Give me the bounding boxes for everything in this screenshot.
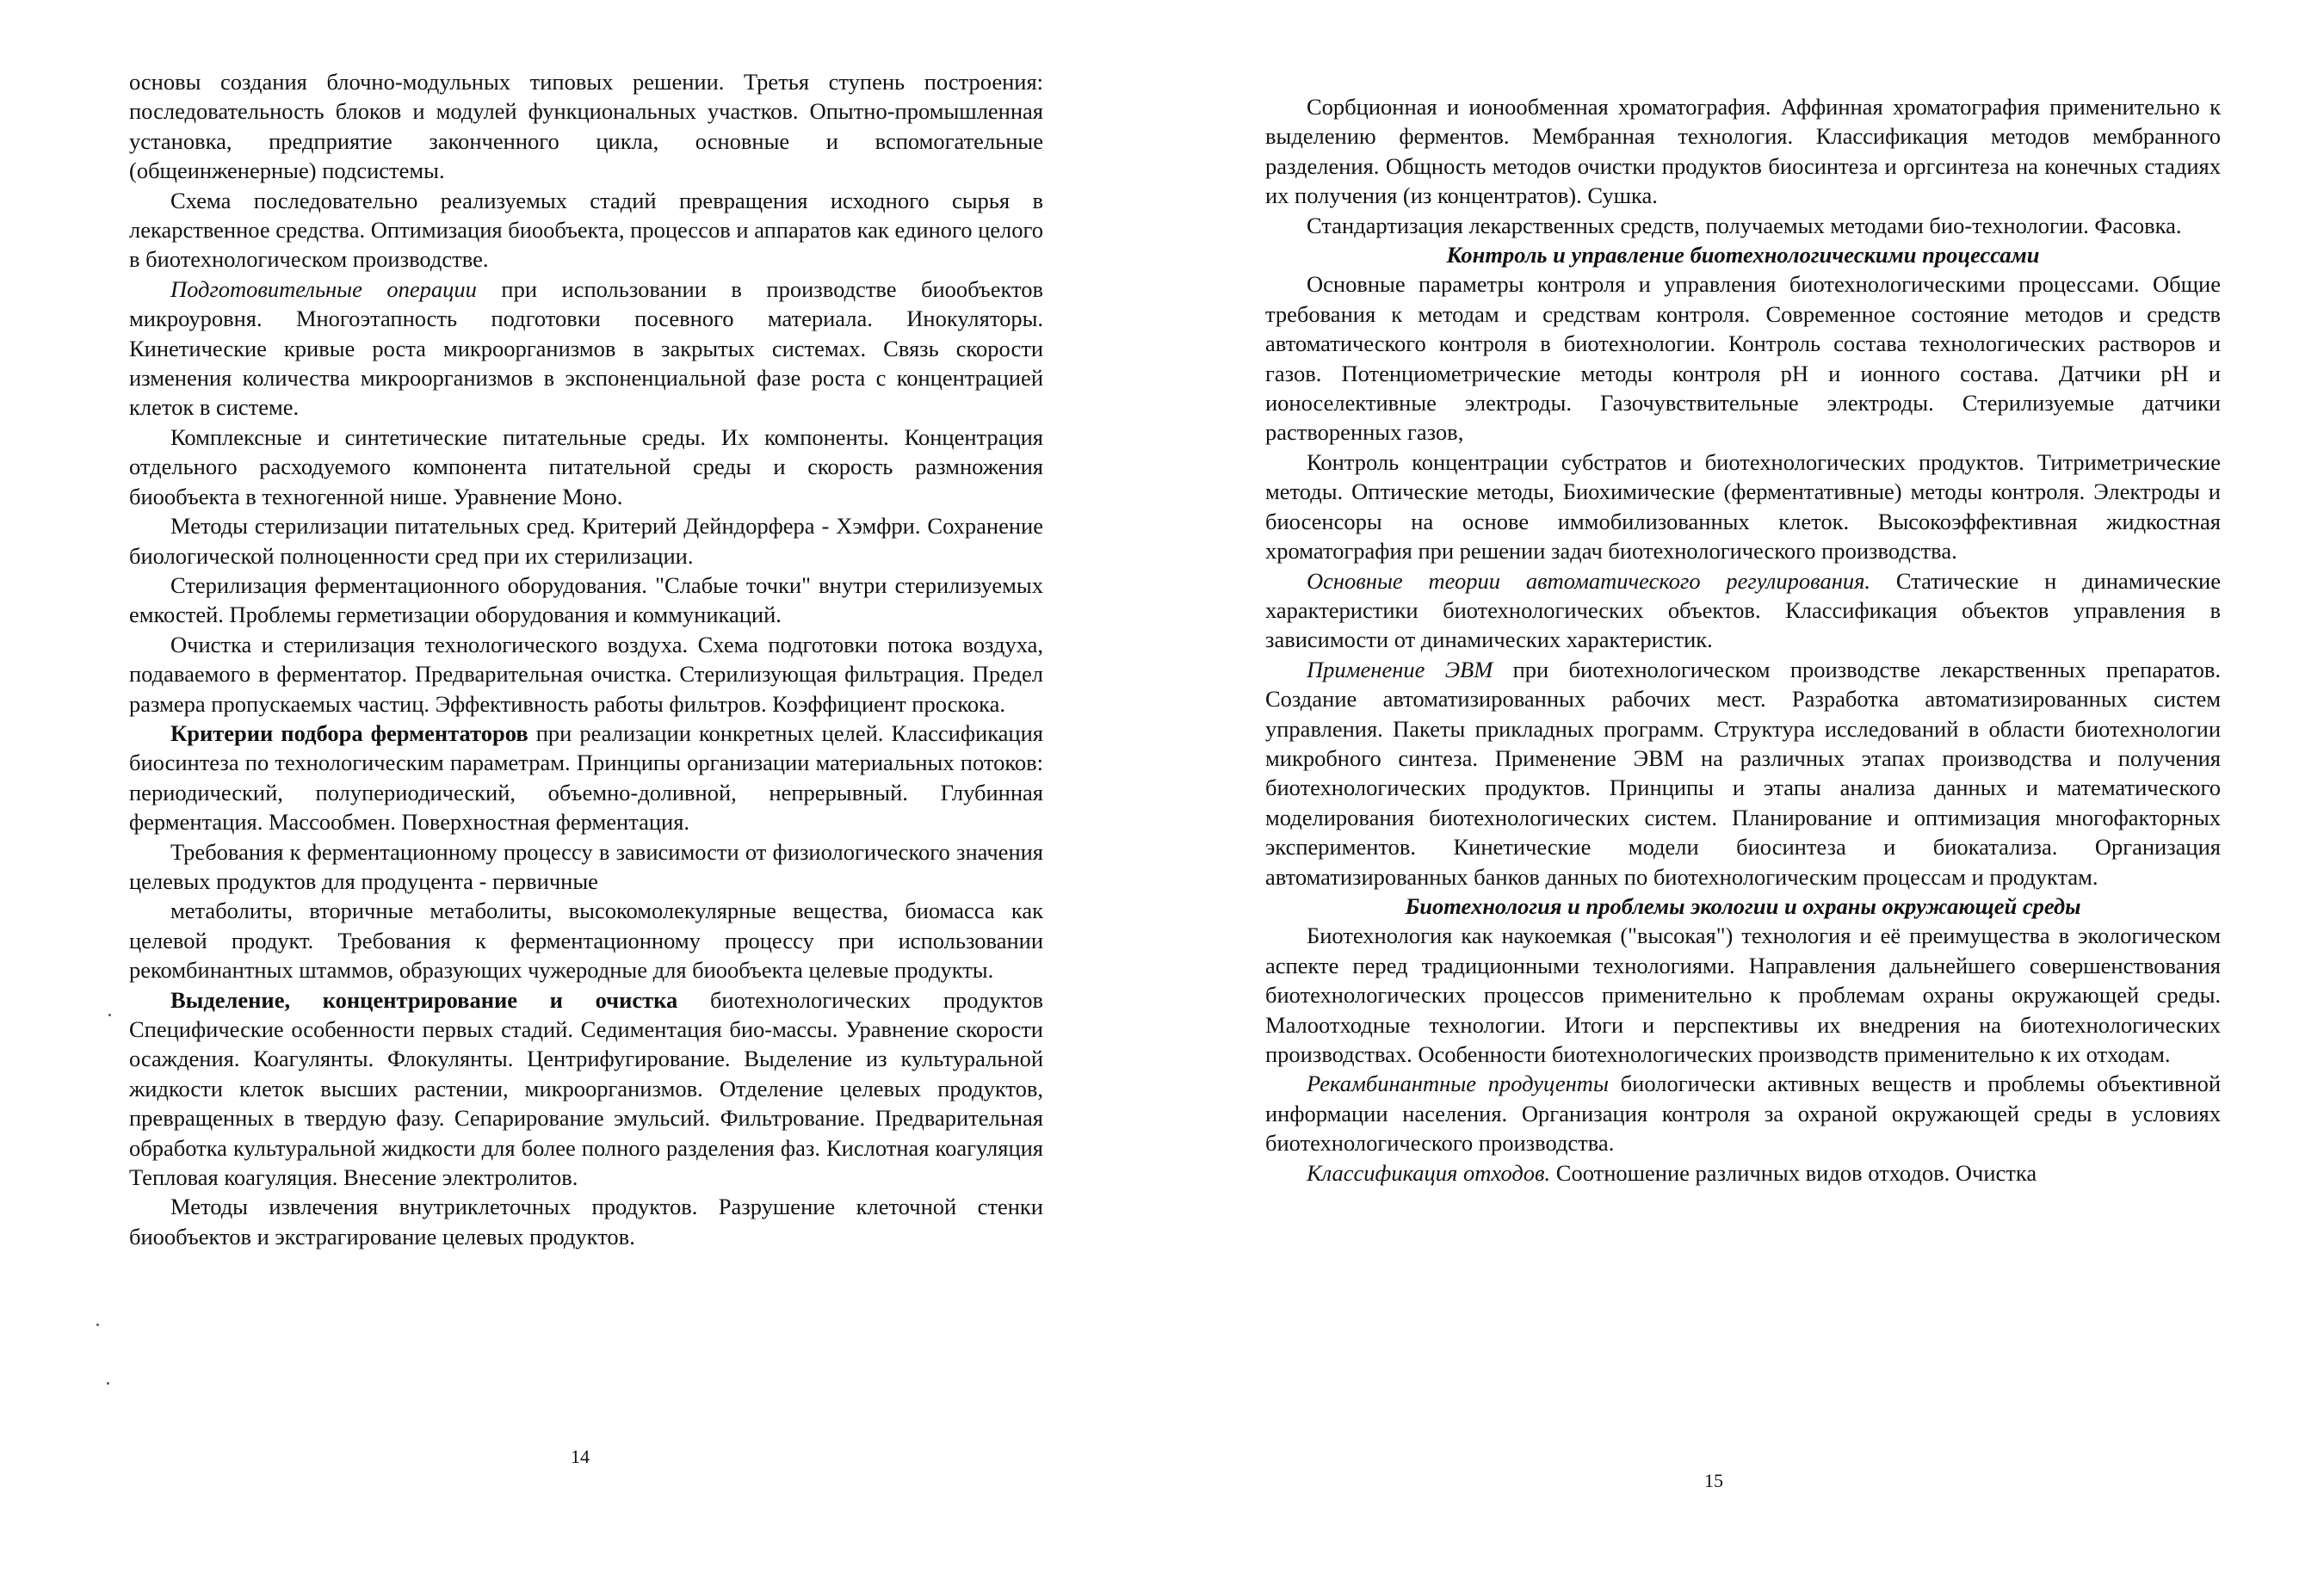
paragraph-text: при использовании в производстве биообъектов микроуровня. Многоэтапность подготовки посевного материала. Инокуляторы. Кинетические кривые роста микроорганизмов в закрытых системах. Связь скорости изменения количества микроорганизмов в экспоненциальной фазе роста с концентрацией клеток в системе. — [129, 275, 1043, 421]
paragraph — [1265, 1069, 2221, 1157]
italic-term: Классификация отходов. — [1307, 1159, 1551, 1186]
paragraph-text: Статические н динамические характеристики биотехнологических объектов. Классификация объектов управления в зависимости от динамических характеристик. — [1265, 567, 2221, 653]
paragraph-text: при реализации конкретных целей. Классификация биосинтеза по технологическим параметрам. Принципы организации материальных потоков: периодический, полупериодический, объемно-доливной, непрерывный. Глубинная ферментация. Массообмен. Поверхностная ферментация. — [129, 719, 1043, 836]
section-heading: Контроль и управление биотехнологическими процессами — [1446, 242, 2040, 268]
paragraph — [129, 275, 1043, 423]
italic-term: Рекамбинантные продуценты — [1307, 1071, 1609, 1097]
left-page-text — [129, 67, 1043, 1251]
paragraph: метаболиты, вторичные метаболиты, высокомолекулярные вещества, биомасса как целевой продукт. Требования к ферментационному процессу при использовании рекомбинантных штаммов, образующих чужеродные для биообъекта целевые продукты. — [129, 898, 1043, 984]
paragraph: Комплексные и синтетические питательные среды. Их компоненты. Концентрация отдельного расходуемого компонента питательной среды и скорость размножения биообъекта в техногенной нише. Уравнение Моно. — [129, 423, 1043, 509]
paragraph: Стандартизация лекарственных средств, получаемых методами био-технологии. Фасовка. — [1307, 212, 2182, 238]
bold-term: Критерии подбора ферментаторов — [170, 719, 528, 746]
paragraph: Основные параметры контроля и управления биотехнологическими процессами. Общие требования к методам и средствам контроля. Современное состояние методов и средств автоматического контроля в биотехнологии. Контроль состава технологических растворов и газов. Потенциометрические методы контроля рН и ионного состава. Датчики рН и ионоселективные электроды. Газочувствительные электроды. Стерилизуемые датчики растворенных газов, — [1265, 271, 2221, 446]
scan-speck — [108, 1014, 111, 1016]
italic-term: Подготовительные операции — [170, 275, 477, 302]
section-heading: Биотехнология и проблемы экологии и охраны окружающей среды — [1405, 892, 2081, 919]
paragraph-text: биотехнологических продуктов Специфические особенности первых стадий. Седиментация био-массы. Уравнение скорости осаждения. Коагулянты. Флокулянты. Центрифугирование. Выделение из культуральной жидкости клеток высших растении, микроорганизмов. Отделение целевых продуктов, превращенных в твердую фазу. Сепарирование эмульсий. Фильтрование. Предварительная обработка культуральной жидкости для более полного разделения фаз. Кислотная коагуляция Тепловая коагуляция. Внесение электролитов. — [129, 986, 1043, 1191]
paragraph: Контроль концентрации субстратов и биотехнологических продуктов. Титриметрические методы. Оптические методы, Биохимические (ферментативные) методы контроля. Электроды и биосенсоры на основе иммобилизованных клеток. Высокоэффективная жидкостная хроматография при решении задач биотехнологического производства. — [1265, 448, 2221, 565]
paragraph — [1265, 1158, 2221, 1188]
italic-term: Применение ЭВМ — [1307, 656, 1493, 682]
paragraph — [129, 719, 1043, 837]
paragraph: Методы извлечения внутриклеточных продуктов. Разрушение клеточной стенки биообъектов и экстрагирование целевых продуктов. — [129, 1194, 1043, 1250]
paragraph — [1265, 655, 2221, 892]
scan-speck — [96, 1324, 99, 1326]
paragraph: Стерилизация ферментационного оборудования. "Слабые точки" внутри стерилизуемых емкостей. Проблемы герметизации оборудования и коммуникаций. — [129, 571, 1043, 628]
paragraph — [129, 985, 1043, 1193]
paragraph-text: при биотехнологическом производстве лекарственных препаратов. Создание автоматизированных рабочих мест. Разработка автоматизированных систем управления. Пакеты прикладных программ. Структура исследований в области биотехнологии микробного синтеза. Применение ЭВМ на различных этапах производства и получения биотехнологических продуктов. Принципы и этапы анализа данных и математического моделирования биотехнологических систем. Планирование и оптимизация многофакторных экспериментов. Кинетические модели биосинтеза и биокатализа. Организация автоматизированных банков данных по биотехнологическим процессам и продуктам. — [1265, 656, 2221, 890]
right-page — [1162, 0, 2324, 1586]
paragraph: Схема последовательно реализуемых стадий превращения исходного сырья в лекарственное средства. Оптимизация биообъекта, процессов и аппаратов как единого целого в биотехнологическом производстве. — [129, 187, 1043, 273]
right-page-text — [1265, 92, 2221, 1188]
bold-term: Выделение, концентрирование и очистка — [170, 986, 678, 1013]
paragraph: основы создания блочно-модульных типовых решении. Третья ступень построения: последовательность блоков и модулей функциональных участков. Опытно-промышленная установка, предприятие законченного цикла, основные и вспомогательные (общеинженерные) подсистемы. — [129, 69, 1043, 184]
paragraph: Сорбционная и ионообменная хроматография. Аффинная хроматография применительно к выделению ферментов. Мембранная технология. Классификация методов мембранного разделения. Общность методов очистки продуктов биосинтеза и оргсинтеза на конечных стадиях их получения (из концентратов). Сушка. — [1265, 94, 2221, 209]
scan-speck — [107, 1382, 109, 1385]
paragraph: Требования к ферментационному процессу в зависимости от физиологического значения целевых продуктов для продуцента - первичные — [129, 838, 1043, 894]
italic-term: Основные теории автоматического регулирования. — [1307, 567, 1871, 594]
page-number: 15 — [1704, 1470, 1723, 1491]
paragraph — [1265, 566, 2221, 655]
paragraph: Методы стерилизации питательных сред. Критерий Дейндорфера - Хэмфри. Сохранение биологической полноценности сред при их стерилизации. — [129, 513, 1043, 569]
paragraph: Очистка и стерилизация технологического воздуха. Схема подготовки потока воздуха, подаваемого в ферментатор. Предварительная очистка. Стерилизующая фильтрация. Предел размера пропускаемых частиц. Эффективность работы фильтров. Коэффициент проскока. — [129, 631, 1043, 717]
paragraph-text: Соотношение различных видов отходов. Очистка — [1550, 1159, 2037, 1186]
page-number: 14 — [571, 1446, 590, 1467]
paragraph-text: биологически активных веществ и проблемы объективной информации населения. Организация контроля за охраной окружающей среды в условиях биотехнологического производства. — [1265, 1071, 2221, 1157]
paragraph: Биотехнология как наукоемкая ("высокая") технология и её преимущества в экологическом аспекте перед традиционными технологиями. Направления дальнейшего совершенствования биотехнологических процессов применительно к проблемам охраны окружающей среды. Малоотходные технологии. Итоги и перспективы их внедрения на биотехнологических производствах. Особенности биотехнологических производств применительно к их отходам. — [1265, 923, 2221, 1067]
